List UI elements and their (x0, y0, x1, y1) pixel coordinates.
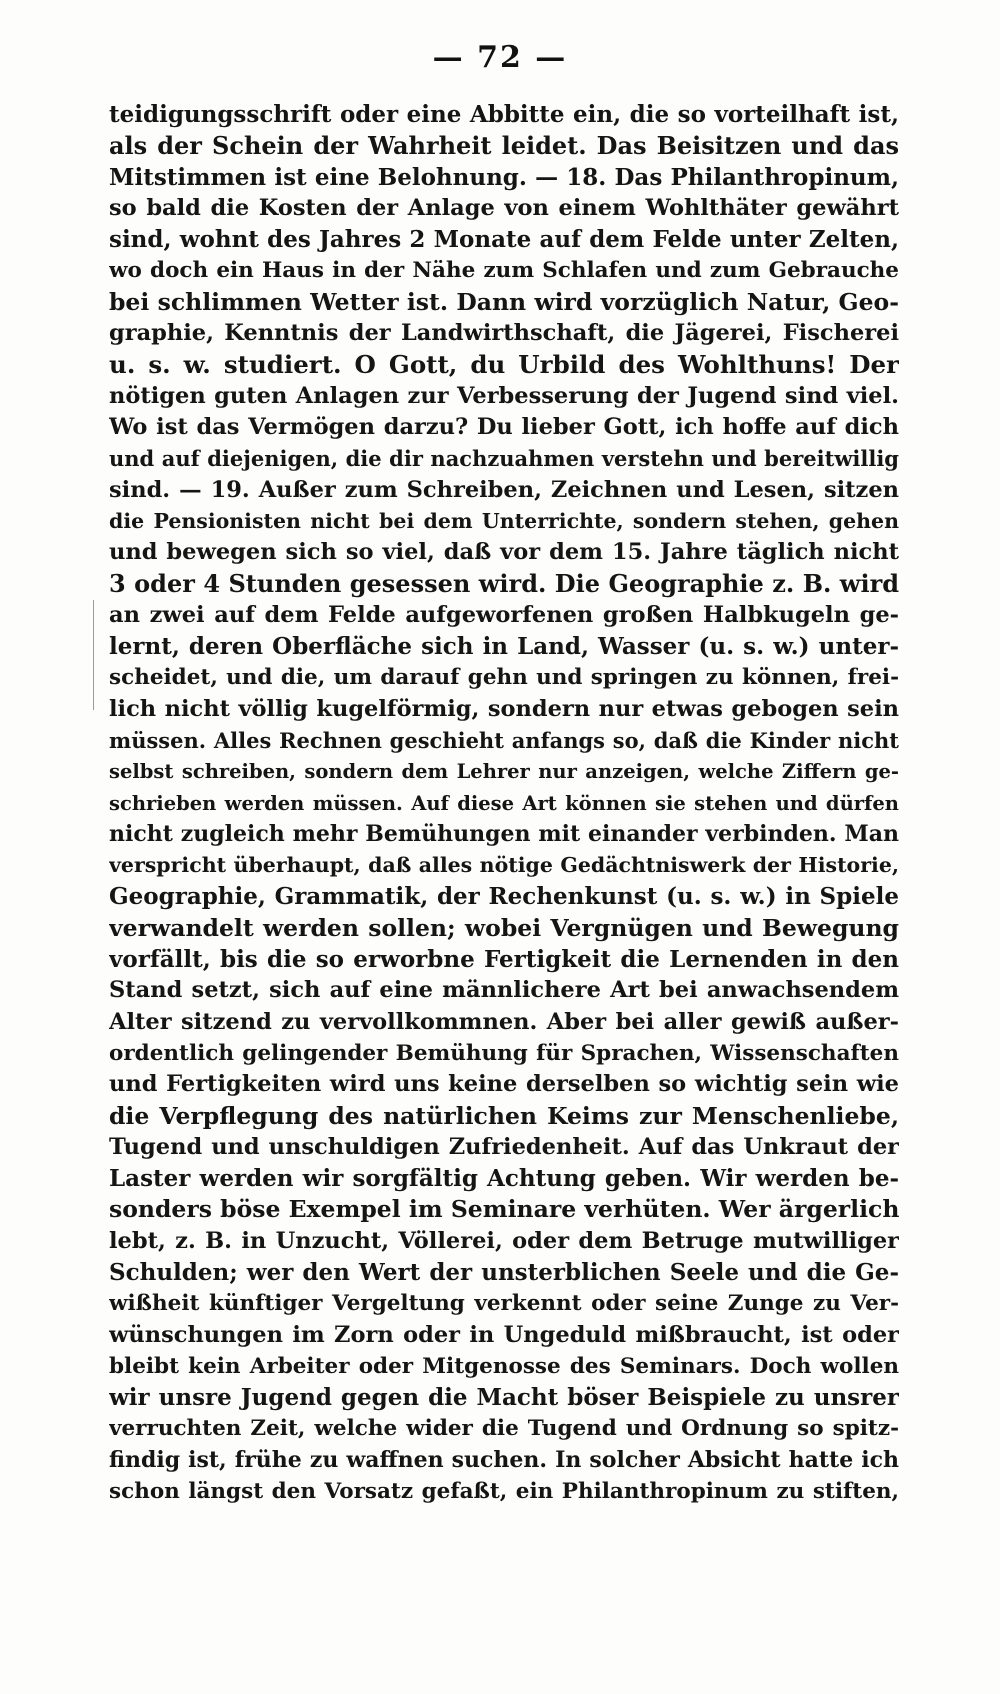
text-line: verspricht überhaupt, daß alles nötige Gedächtniswerk der Historie, (109, 853, 899, 878)
text-line: u. s. w. studiert. O Gott, du Urbild des Wohlthuns! Der (109, 350, 899, 380)
text-line: Alter sitzend zu vervollkommnen. Aber bei aller gewiß außer- (109, 1008, 899, 1035)
text-line: müssen. Alles Rechnen geschieht anfangs so, daß die Kinder nicht (109, 727, 899, 753)
text-line: Stand setzt, sich auf eine männlichere Art bei anwachsendem (109, 977, 899, 1004)
text-line: bleibt kein Arbeiter oder Mitgenosse des Seminars. Doch wollen (109, 1353, 899, 1379)
text-line: die Verpflegung des natürlichen Keims zur Menschenliebe, (109, 1101, 899, 1130)
body-text (109, 99, 899, 1507)
text-line: als der Schein der Wahrheit leidet. Das Beisitzen und das (109, 131, 899, 161)
text-line: ordentlich gelingender Bemühung für Sprachen, Wissenschaften (109, 1040, 899, 1066)
text-line: verwandelt werden sollen; wobei Vergnügen und Bewegung (109, 913, 899, 942)
text-line: an zwei auf dem Felde aufgeworfenen großen Halbkugeln ge- (109, 601, 899, 628)
text-line: Geographie, Grammatik, der Rechenkunst (u. s. w.) in Spiele (109, 883, 899, 911)
text-line: Tugend und unschuldigen Zufriedenheit. Auf das Unkraut der (109, 1133, 899, 1160)
text-line: Wo ist das Vermögen darzu? Du lieber Gott, ich hoffe auf dich (109, 413, 899, 440)
text-line: lebt, z. B. in Unzucht, Völlerei, oder dem Betruge mutwilliger (109, 1227, 899, 1254)
text-line: lich nicht völlig kugelförmig, sondern nur etwas gebogen sein (109, 695, 899, 722)
text-line: bei schlimmen Wetter ist. Dann wird vorzüglich Natur, Geo- (109, 287, 899, 316)
text-line: scheidet, und die, um darauf gehn und springen zu können, frei- (109, 665, 899, 691)
text-line: Laster werden wir sorgfältig Achtung geben. Wir werden be- (109, 1165, 899, 1193)
text-line: lernt, deren Oberfläche sich in Land, Wasser (u. s. w.) unter- (109, 633, 899, 661)
text-line: wünschungen im Zorn oder in Ungeduld mißbraucht, ist oder (109, 1321, 899, 1348)
text-line: selbst schreiben, sondern dem Lehrer nur anzeigen, welche Ziffern ge- (109, 760, 899, 784)
text-line: Mitstimmen ist eine Belohnung. — 18. Das Philanthropinum, (109, 163, 899, 191)
text-line: sind. — 19. Außer zum Schreiben, Zeichnen und Lesen, sitzen (109, 476, 899, 503)
text-line: und bewegen sich so viel, daß vor dem 15. Jahre täglich nicht (109, 539, 899, 566)
text-line: verruchten Zeit, welche wider die Tugend und Ordnung so spitz- (109, 1416, 899, 1442)
text-line: nicht zugleich mehr Bemühungen mit einander verbinden. Man (109, 820, 899, 847)
text-line: und Fertigkeiten wird uns keine derselben so wichtig sein wie (109, 1071, 899, 1098)
text-line: wo doch ein Haus in der Nähe zum Schlafen und zum Gebrauche (109, 258, 899, 284)
text-line: nötigen guten Anlagen zur Verbesserung der Jugend sind viel. (109, 382, 899, 409)
text-line: wißheit künftiger Vergeltung verkennt oder seine Zunge zu Ver- (109, 1291, 899, 1317)
text-line: Schulden; wer den Wert der unsterblichen Seele und die Ge- (109, 1258, 899, 1286)
text-line: sonders böse Exempel im Seminare verhüten. Wer ärgerlich (109, 1195, 899, 1224)
text-line: sind, wohnt des Jahres 2 Monate auf dem Felde unter Zelten, (109, 226, 899, 254)
text-line: wir unsre Jugend gegen die Macht böser Beispiele zu unsrer (109, 1384, 899, 1412)
text-line: die Pensionisten nicht bei dem Unterrichte, sondern stehen, gehen (109, 508, 899, 533)
page-number: — 72 — (432, 40, 568, 75)
text-line: teidigungsschrift oder eine Abbitte ein, die so vorteilhaft ist, (109, 101, 899, 128)
text-line: so bald die Kosten der Anlage von einem Wohlthäter gewährt (109, 194, 899, 221)
text-line: schon längst den Vorsatz gefaßt, ein Philanthropinum zu stiften, (109, 1479, 899, 1505)
text-line: und auf diejenigen, die dir nachzuahmen verstehn und bereitwillig (109, 446, 899, 472)
text-line: findig ist, frühe zu waffnen suchen. In solcher Absicht hatte ich (109, 1446, 899, 1473)
text-line: vorfällt, bis die so erworbne Fertigkeit die Lernenden in den (109, 946, 899, 974)
margin-pencil-mark (93, 600, 94, 710)
text-line: schrieben werden müssen. Auf diese Art können sie stehen und dürfen (109, 791, 899, 815)
text-line: 3 oder 4 Stunden gesessen wird. Die Geographie z. B. wird (109, 569, 899, 599)
text-line: graphie, Kenntnis der Landwirthschaft, die Jägerei, Fischerei (109, 320, 899, 347)
